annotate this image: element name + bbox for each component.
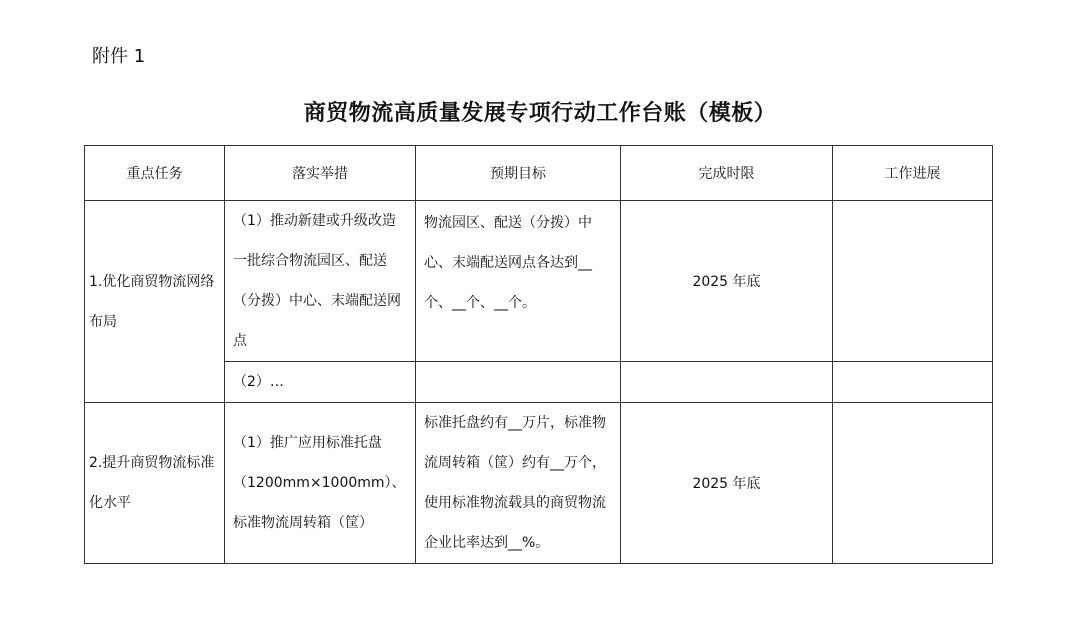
goal-cell: 物流园区、配送（分拨）中心、末端配送网点各达到__个、__个、__个。	[416, 201, 621, 362]
header-key-task: 重点任务	[85, 146, 225, 201]
task-text: 1.优化商贸物流网络布局	[89, 273, 215, 330]
work-ledger-table	[84, 145, 993, 564]
table-row	[85, 201, 993, 362]
measure-cell: （2）…	[225, 362, 416, 403]
header-expected-goal: 预期目标	[416, 146, 621, 201]
deadline-cell: 2025 年底	[621, 403, 833, 564]
deadline-cell: 2025 年底	[621, 201, 833, 362]
progress-cell	[833, 403, 993, 564]
task-text: 2.提升商贸物流标准化水平	[89, 455, 215, 511]
task-cell	[85, 403, 225, 564]
header-progress: 工作进展	[833, 146, 993, 201]
measure-cell: （1）推动新建或升级改造一批综合物流园区、配送（分拨）中心、末端配送网点	[225, 201, 416, 362]
measure-cell: （1）推广应用标准托盘（1200mm×1000mm）、标准物流周转箱（筐）	[225, 403, 416, 564]
goal-cell	[416, 362, 621, 403]
task-cell	[85, 201, 225, 403]
header-measures: 落实举措	[225, 146, 416, 201]
table-row	[85, 403, 993, 564]
progress-cell	[833, 201, 993, 362]
progress-cell	[833, 362, 993, 403]
table-header-row	[85, 146, 993, 201]
attachment-label: 附件 1	[92, 46, 146, 67]
header-deadline: 完成时限	[621, 146, 833, 201]
goal-cell: 标准托盘约有__万片，标准物流周转箱（筐）约有__万个，使用标准物流载具的商贸物流企业比率达到__%。	[416, 403, 621, 564]
document-title: 商贸物流高质量发展专项行动工作台账（模板）	[303, 101, 777, 126]
deadline-cell	[621, 362, 833, 403]
